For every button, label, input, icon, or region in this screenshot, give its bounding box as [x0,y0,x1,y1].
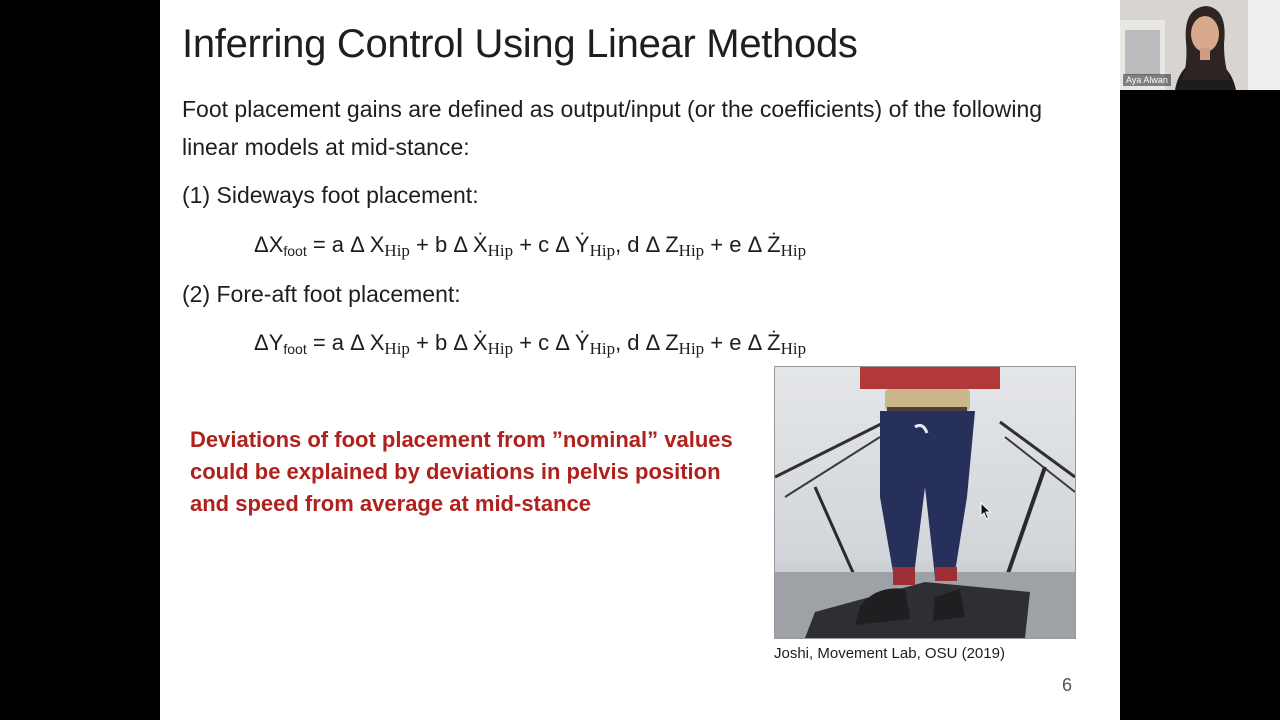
eq-hip-sub: Hip [589,241,616,260]
eq-term-1: = a Δ X [306,330,385,355]
eq-lhs: ΔX [254,232,284,257]
eq-term-4: , d Δ Z [615,232,679,257]
eq-lhs-sub: foot [283,243,307,259]
slide-page-number: 6 [1062,675,1073,695]
mouse-cursor-icon [980,502,992,520]
presentation-slide [160,0,1120,720]
eq-hip-sub: Hip [678,339,705,358]
eq-hip-sub: Hip [384,241,410,260]
fore-aft-equation [254,330,806,356]
eq-hip-sub: Hip [678,241,705,260]
slide-title: Inferring Control Using Linear Methods [182,22,858,66]
fore-aft-heading: (2) Fore-aft foot placement: [182,281,461,307]
participant-video-tile[interactable] [1120,0,1280,90]
eq-term-2: + b Δ Ẋ [409,232,488,257]
eq-hip-sub: Hip [780,339,807,358]
eq-term-5: + e Δ Ż [704,330,781,355]
sideways-equation [254,232,806,258]
eq-hip-sub: Hip [487,241,514,260]
eq-hip-sub: Hip [589,339,616,358]
sideways-heading: (1) Sideways foot placement: [182,182,479,208]
eq-lhs-sub: foot [283,341,307,357]
photo-illustration [775,367,1075,638]
eq-hip-sub: Hip [384,339,410,358]
participant-name-label: Aya Alwan [1123,74,1171,86]
eq-lhs: ΔY [254,330,284,355]
eq-term-2: + b Δ Ẋ [409,330,488,355]
eq-term-5: + e Δ Ż [704,232,781,257]
eq-term-3: + c Δ Ẏ [513,232,590,257]
eq-term-4: , d Δ Z [615,330,679,355]
highlight-statement: Deviations of foot placement from ”nominal” values could be explained by deviations in pelvis position and speed from average at mid-stance [190,427,733,516]
eq-hip-sub: Hip [487,339,514,358]
eq-term-3: + c Δ Ẏ [513,330,590,355]
intro-text: Foot placement gains are defined as output/input (or the coefficients) of the following linear models at mid-stance: [182,96,1043,160]
photo-caption: Joshi, Movement Lab, OSU (2019) [774,645,1005,662]
walking-experiment-photo [774,366,1076,639]
eq-hip-sub: Hip [780,241,807,260]
eq-term-1: = a Δ X [306,232,385,257]
